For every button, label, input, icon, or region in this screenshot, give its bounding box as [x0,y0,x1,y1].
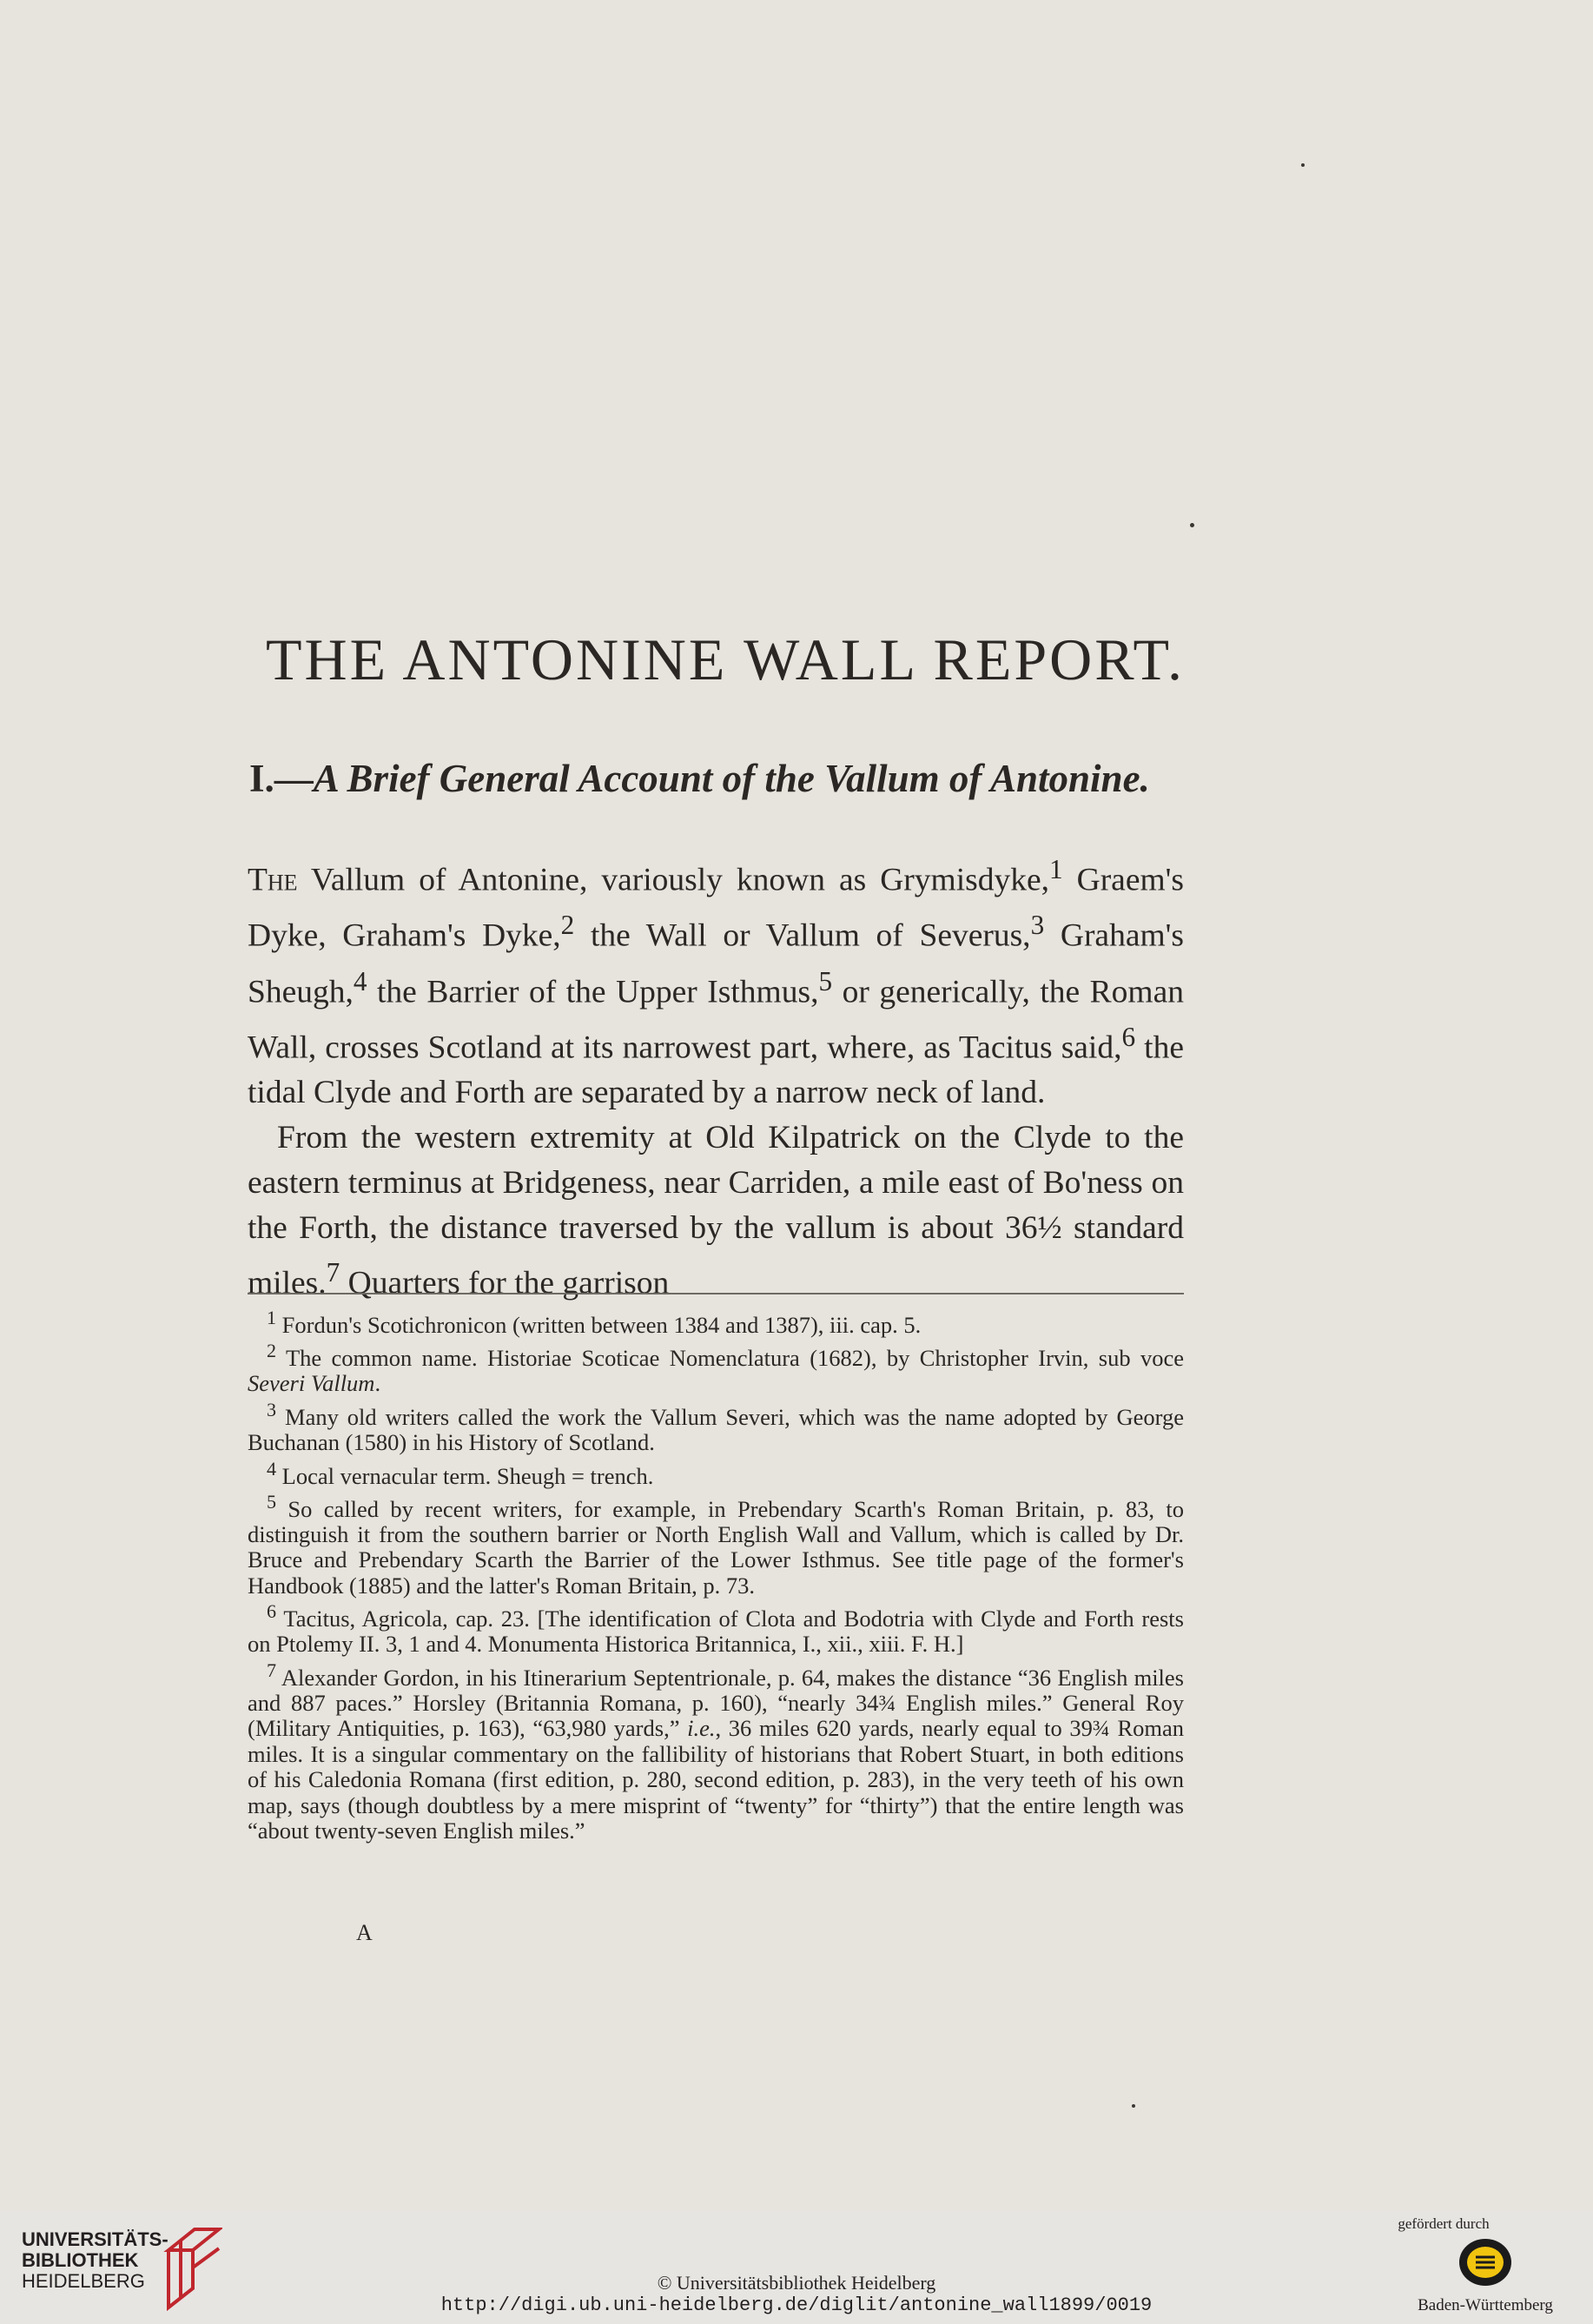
library-line: UNIVERSITÄTS- [22,2228,169,2250]
footnote-text: Local vernacular term. Sheugh = trench. [281,1462,654,1489]
footnote-number: 1 [267,1307,277,1328]
paragraph-2 [248,1116,1184,1307]
drop-word: The [248,862,298,898]
footnote-number: 4 [267,1457,277,1480]
footnote [248,1338,1184,1397]
sponsor-label: gefördert durch [1398,2215,1490,2232]
footnote-text: The common name. Historiae Scoticae Nomenclatura (1682), by Christopher Irvin, sub voce [285,1345,1184,1372]
footnote-number: 6 [267,1600,277,1623]
library-line: BIBLIOTHEK [22,2249,139,2271]
text-run: the Barrier of the Upper Isthmus, [367,974,819,1010]
signature-mark: A [356,1920,373,1945]
footnote-ref: 5 [818,965,833,996]
body-text [248,847,1184,1307]
text-run: the tidal Clyde and Forth are separated by a narrow neck of land. [248,1030,1184,1111]
footnote-ref: 7 [326,1257,340,1288]
speck [1190,523,1194,527]
footnote-divider [248,1293,1184,1294]
footnote-text: , 36 miles 620 yards, nearly equal to 39¾ Roman miles. It is a singular commentary on the fallibility of historians that Robert Stuart, in both editions of his Caledonia Romana (first edition, p. 280, second edition, p. 283), in the very teeth of his own map, says (though doubtless by a mere misprint of “twenty” for “thirty”) that the entire length was “about twenty-seven English miles.” [248,1715,1184,1844]
footnote-ref: 6 [1121,1021,1136,1052]
sponsor-name: Baden-Württemberg [1418,2296,1553,2314]
page-title: THE ANTONINE WALL REPORT. [265,626,1186,692]
section-title: A Brief General Account of the Vallum of Antonine. [313,757,1150,800]
text-run: or generically, the Roman Wall, crosses Scotland at its narrowest part, where, as Tacitus said, [248,974,1184,1066]
library-name[interactable] [22,2229,169,2292]
copyright-text: © Universitätsbibliothek Heidelberg [657,2272,936,2294]
coat-of-arms-icon[interactable] [1457,2236,1514,2288]
text-run: From the western extremity at Old Kilpatrick on the Clyde to the eastern terminus at Bridgeness, near Carriden, a mile east of Bo'ness on the Forth, the distance traversed by the vallum is about 36½ standard miles. [248,1119,1184,1301]
footnote-text: Alexander Gordon, in his Itinerarium Septentrionale, p. 64, makes the distance “36 English miles and 887 paces.” Horsley (Britannia Romana, p. 160), “nearly 34¾ English miles.” General Roy (Military Antiquities, p. 163), “63,980 yards,” [248,1664,1184,1742]
footnote [248,1599,1184,1658]
text-run: Graem's Dyke, Graham's Dyke, [248,862,1184,954]
footnote-text: Tacitus, Agricola, cap. 23. [The identification of Clota and Bodotria with Clyde and Forth rests on Ptolemy II. 3, 1 and 4. Monumenta Historica Britannica, I., xii., xiii. F. H.] [248,1606,1184,1658]
text-run: Vallum of Antonine, variously known as Grymisdyke, [297,862,1049,898]
paragraph-1 [248,847,1184,1116]
footnote [248,1305,1184,1338]
footnote-ref: 2 [560,910,575,941]
library-logo-icon[interactable] [163,2224,222,2316]
library-line: HEIDELBERG [22,2270,145,2292]
speck [1301,163,1305,167]
footnote-text: Many old writers called the work the Vallum Severi, which was the name adopted by George Buchanan (1580) in his History of Scotland. [248,1403,1184,1456]
text-run: the Wall or Vallum of Severus, [574,917,1031,954]
footnote-number: 7 [267,1659,277,1681]
speck [1132,2104,1135,2108]
footnote-text: So called by recent writers, for example, in Prebendary Scarth's Roman Britain, p. 83, to distinguish it from the southern barrier or North English Wall and Vallum, which is called by Dr. Bruce and Prebendary Scarth the Barrier of the Lower Isthmus. See title page of the former's Handbook (1885) and the latter's Roman Britain, p. 73. [248,1495,1184,1599]
footnote-ref: 1 [1048,854,1063,884]
section-heading [249,756,1205,801]
footnote-ref: 4 [353,965,367,996]
footnote [248,1658,1184,1844]
footnote [248,1456,1184,1489]
text-run: Graham's Sheugh, [248,917,1184,1010]
footnote-number: 5 [267,1490,277,1513]
footnote-italic: Severi Vallum [248,1370,375,1397]
text-run: Quarters for the garrison [340,1265,670,1301]
footnote [248,1397,1184,1456]
footnote-number: 2 [267,1340,277,1362]
footnote-text: Fordun's Scotichronicon (written between 1384 and 1387), iii. cap. 5. [281,1311,922,1338]
footnotes [248,1305,1184,1844]
section-dash: — [274,757,314,800]
footnote-italic: i.e. [687,1715,716,1742]
footnote-text: . [374,1370,381,1397]
footnote-ref: 3 [1030,910,1045,941]
footnote [248,1489,1184,1599]
section-number: I. [249,757,274,800]
permalink-url[interactable]: http://digi.ub.uni-heidelberg.de/diglit/antonine_wall1899/0019 [440,2294,1153,2316]
footnote-number: 3 [267,1398,277,1420]
